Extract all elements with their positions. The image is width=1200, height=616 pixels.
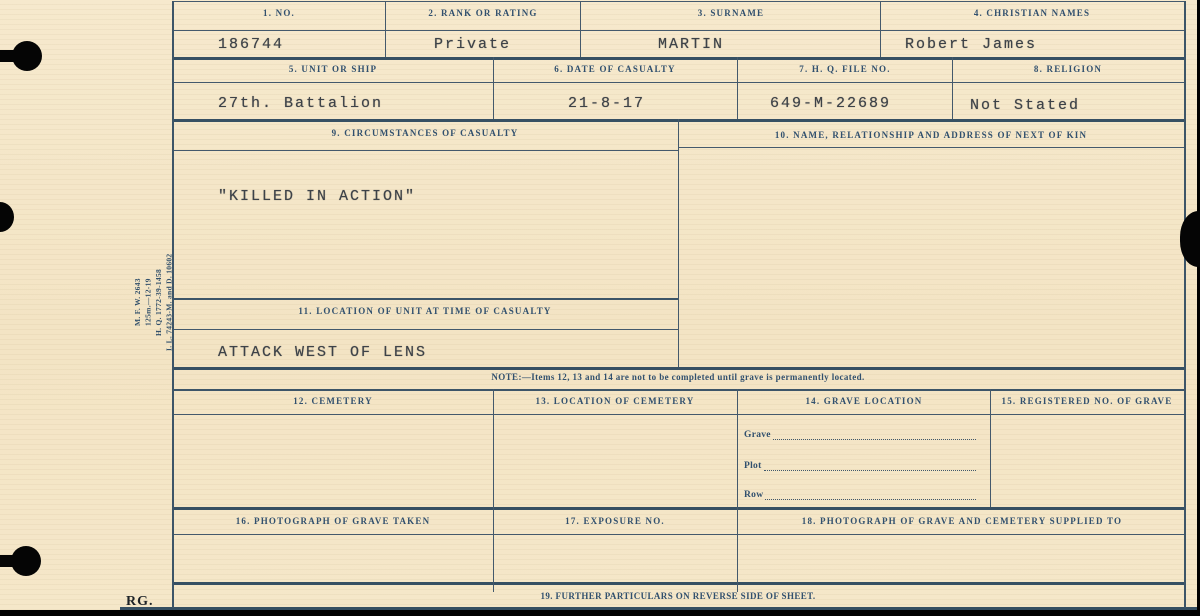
field-date-label: 6. DATE OF CASUALTY — [554, 64, 676, 74]
field-christian-value: Robert James — [905, 36, 1038, 53]
margin-line: 125m.—12-19 — [143, 278, 153, 326]
grid-line — [172, 82, 1185, 83]
grid-line — [737, 57, 738, 119]
grid-line — [172, 1, 1185, 2]
grid-line — [952, 57, 953, 119]
grid-line — [737, 389, 738, 582]
margin-line: H. Q. 1772-39-1458 — [154, 268, 163, 336]
field-cemetery-label: 12. CEMETERY — [293, 396, 373, 406]
field-hqfile-value: 649-M-22689 — [770, 95, 892, 112]
grid-line — [172, 329, 678, 330]
card-bottom-edge — [120, 607, 1197, 610]
grid-line — [990, 389, 991, 507]
field-hqfile-label: 7. H. Q. FILE NO. — [799, 64, 891, 74]
field-cemetery-location-label: 13. LOCATION OF CEMETERY — [535, 396, 695, 406]
grid-line — [172, 298, 678, 300]
field-circumstances-value: "KILLED IN ACTION" — [218, 188, 417, 205]
field-unit-location-label: 11. LOCATION OF UNIT AT TIME OF CASUALTY — [298, 306, 552, 316]
grave-entry-line — [744, 430, 976, 440]
registrar-stamp: RG. — [126, 594, 154, 609]
grid-line — [385, 1, 386, 57]
field-unit-value: 27th. Battalion — [218, 95, 384, 112]
field-religion-value: Not Stated — [970, 97, 1081, 114]
dotted-rule — [765, 490, 976, 500]
note-text: NOTE:—Items 12, 13 and 14 are not to be completed until grave is permanently located. — [491, 372, 865, 382]
grid-line — [172, 582, 1185, 585]
field-unit-location-value: ATTACK WEST OF LENS — [218, 344, 428, 361]
field-photo-taken-label: 16. PHOTOGRAPH OF GRAVE TAKEN — [235, 516, 431, 526]
grid-line — [172, 414, 1185, 415]
grid-line — [172, 534, 1185, 535]
punch-hole — [0, 50, 20, 62]
grid-line — [580, 1, 581, 57]
field-grave-location-label: 14. GRAVE LOCATION — [805, 396, 923, 406]
field-rank-value: Private — [434, 36, 512, 53]
grave-entry-label: Grave — [744, 430, 771, 440]
punch-hole — [0, 555, 18, 567]
field-surname-label: 3. SURNAME — [697, 8, 765, 18]
grid-line — [172, 150, 678, 151]
row-entry-line — [744, 490, 976, 500]
field-surname-value: MARTIN — [658, 36, 725, 53]
field-registered-no-label: 15. REGISTERED NO. OF GRAVE — [1001, 396, 1173, 406]
field-christian-label: 4. CHRISTIAN NAMES — [973, 8, 1091, 18]
grid-line — [678, 119, 679, 367]
row-entry-label: Row — [744, 490, 764, 500]
margin-print-reference — [133, 246, 174, 358]
grid-line — [493, 582, 494, 592]
plot-entry-label: Plot — [744, 461, 762, 471]
grid-line — [493, 389, 494, 582]
grid-line — [493, 57, 494, 119]
field-exposure-label: 17. EXPOSURE NO. — [565, 516, 665, 526]
grid-line — [1184, 1, 1186, 608]
field-unit-label: 5. UNIT OR SHIP — [288, 64, 378, 74]
field-next-of-kin-label: 10. NAME, RELATIONSHIP AND ADDRESS OF NEXT OF KIN — [774, 130, 1088, 140]
margin-line: I. L. 74243-M. and D. 10602 — [164, 253, 174, 351]
dotted-rule — [773, 430, 976, 440]
grid-line — [172, 507, 1185, 510]
field-date-value: 21-8-17 — [568, 95, 646, 112]
plot-entry-line — [744, 461, 976, 471]
grid-line — [880, 1, 881, 57]
grid-line — [172, 367, 1185, 370]
margin-line: M. F. W. 2643 — [133, 278, 142, 326]
field-rank-label: 2. RANK OR RATING — [428, 8, 538, 18]
field-religion-label: 8. RELIGION — [1033, 64, 1103, 74]
dotted-rule — [764, 461, 976, 471]
field-photo-supplied-label: 18. PHOTOGRAPH OF GRAVE AND CEMETERY SUPPLIED TO — [801, 516, 1123, 526]
further-particulars-label: 19. FURTHER PARTICULARS ON REVERSE SIDE OF SHEET. — [540, 591, 816, 601]
field-no-value: 186744 — [218, 36, 285, 53]
field-no-label: 1. NO. — [263, 8, 295, 18]
field-circumstances-label: 9. CIRCUMSTANCES OF CASUALTY — [331, 128, 519, 138]
grid-line — [172, 30, 1185, 31]
grid-line — [172, 389, 1185, 391]
grid-line — [172, 57, 1185, 60]
grid-line — [678, 147, 1185, 148]
